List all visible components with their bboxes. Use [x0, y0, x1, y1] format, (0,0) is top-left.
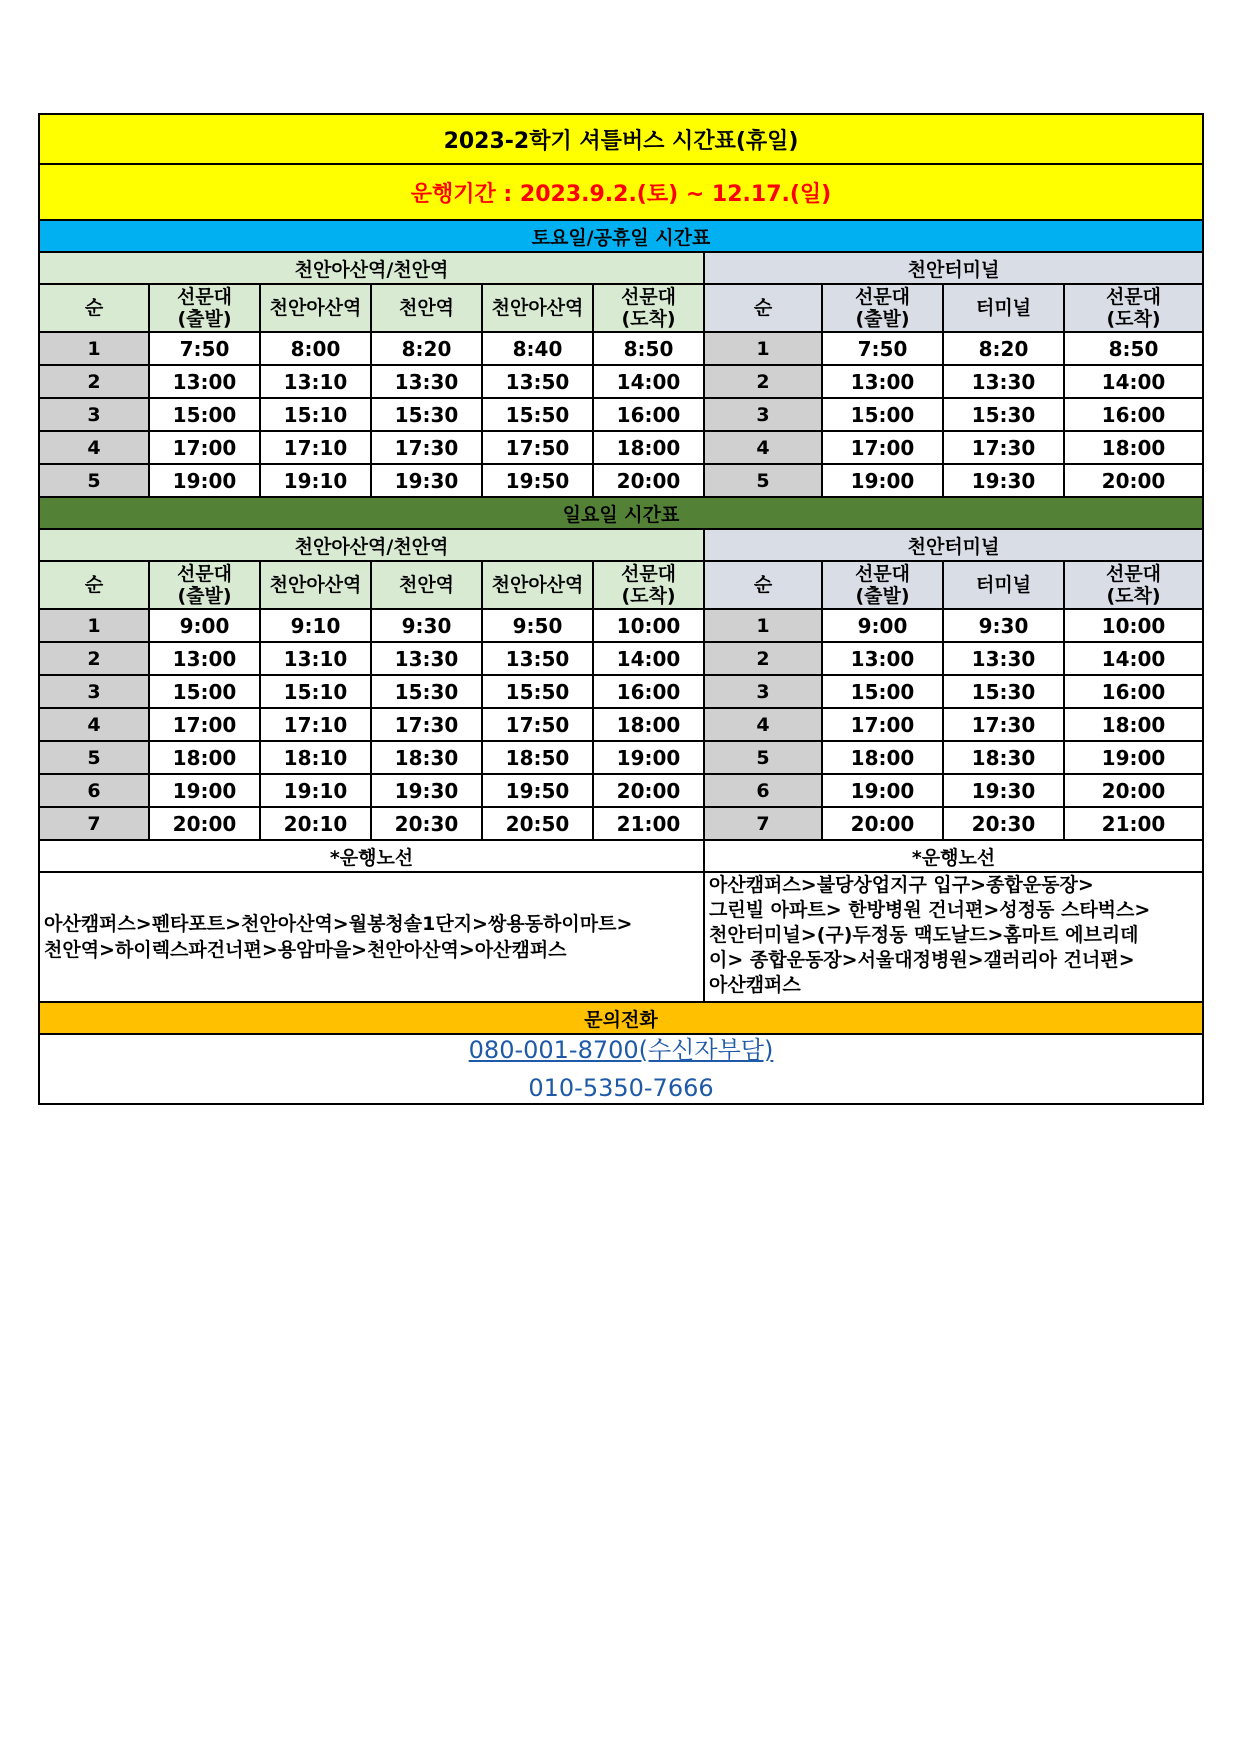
departure-time: 17:10 [260, 708, 371, 741]
saturday-section-title: 토요일/공휴일 시간표 [39, 220, 1203, 252]
route-group-terminal: 천안터미널 [704, 529, 1203, 561]
column-header: 천안역 [371, 284, 482, 332]
departure-time: 13:00 [822, 642, 943, 675]
departure-time: 13:50 [482, 365, 593, 398]
departure-time: 18:00 [593, 708, 704, 741]
sunday-section-title: 일요일 시간표 [39, 497, 1203, 529]
table-row [39, 774, 1203, 807]
departure-time: 17:30 [943, 431, 1064, 464]
departure-time: 20:00 [593, 774, 704, 807]
departure-time: 18:30 [943, 741, 1064, 774]
departure-time: 19:50 [482, 464, 593, 497]
table-row [39, 807, 1203, 840]
departure-time: 9:00 [149, 609, 260, 642]
departure-time: 7:50 [149, 332, 260, 365]
trip-number: 5 [39, 464, 149, 497]
trip-number: 3 [39, 398, 149, 431]
departure-time: 17:00 [822, 431, 943, 464]
departure-time: 20:00 [822, 807, 943, 840]
departure-time: 10:00 [593, 609, 704, 642]
table-row [39, 398, 1203, 431]
departure-time: 18:30 [371, 741, 482, 774]
departure-time: 13:10 [260, 365, 371, 398]
route-line: 아산캠퍼스>펜타포트>천안아산역>월봉청솔1단지>쌍용동하이마트> [44, 913, 633, 935]
contact-header-row [39, 1002, 1203, 1034]
departure-time: 18:00 [149, 741, 260, 774]
departure-time: 16:00 [593, 398, 704, 431]
route-group-terminal: 천안터미널 [704, 252, 1203, 284]
departure-time: 18:00 [1064, 431, 1203, 464]
departure-time: 19:30 [371, 774, 482, 807]
trip-number: 5 [39, 741, 149, 774]
trip-number: 1 [39, 332, 149, 365]
table-row [39, 741, 1203, 774]
route-line: 천안터미널>(구)두정동 맥도날드>홈마트 에브리데 [709, 924, 1139, 946]
phone-mobile: 010-5350-7666 [528, 1074, 714, 1102]
departure-time: 13:50 [482, 642, 593, 675]
column-header: 순 [39, 284, 149, 332]
column-header: 천안역 [371, 561, 482, 609]
departure-time: 16:00 [1064, 398, 1203, 431]
departure-time: 10:00 [1064, 609, 1203, 642]
departure-time: 17:30 [371, 708, 482, 741]
trip-number: 4 [704, 708, 822, 741]
departure-time: 20:00 [1064, 464, 1203, 497]
table-row [39, 609, 1203, 642]
departure-time: 19:00 [149, 464, 260, 497]
departure-time: 13:30 [371, 642, 482, 675]
departure-time: 9:30 [371, 609, 482, 642]
departure-time: 15:00 [149, 675, 260, 708]
departure-time: 15:50 [482, 675, 593, 708]
departure-time: 17:00 [822, 708, 943, 741]
departure-time: 19:00 [149, 774, 260, 807]
route-group-asan-station: 천안아산역/천안역 [39, 529, 704, 561]
column-header: 터미널 [943, 561, 1064, 609]
departure-time: 9:00 [822, 609, 943, 642]
departure-time: 9:30 [943, 609, 1064, 642]
column-header: 순 [704, 284, 822, 332]
departure-time: 20:00 [1064, 774, 1203, 807]
departure-time: 13:00 [822, 365, 943, 398]
trip-number: 2 [39, 642, 149, 675]
departure-time: 17:10 [260, 431, 371, 464]
departure-time: 8:00 [260, 332, 371, 365]
saturday-section-row [39, 220, 1203, 252]
route-header-left: *운행노선 [39, 840, 704, 872]
page-title: 2023-2학기 셔틀버스 시간표(휴일) [39, 114, 1203, 164]
table-row [39, 708, 1203, 741]
departure-time: 19:10 [260, 774, 371, 807]
departure-time: 15:30 [943, 675, 1064, 708]
departure-time: 9:50 [482, 609, 593, 642]
route-header-row [39, 840, 1203, 872]
departure-time: 19:00 [1064, 741, 1203, 774]
sunday-section-row [39, 497, 1203, 529]
departure-time: 14:00 [593, 642, 704, 675]
departure-time: 9:10 [260, 609, 371, 642]
route-description-terminal [704, 872, 1203, 1002]
column-header: 선문대 (도착) [1064, 284, 1203, 332]
trip-number: 1 [39, 609, 149, 642]
saturday-header-row [39, 284, 1203, 332]
departure-time: 13:00 [149, 365, 260, 398]
column-header: 선문대 (출발) [149, 561, 260, 609]
trip-number: 2 [39, 365, 149, 398]
departure-time: 18:00 [593, 431, 704, 464]
departure-time: 16:00 [1064, 675, 1203, 708]
departure-time: 18:10 [260, 741, 371, 774]
trip-number: 7 [704, 807, 822, 840]
departure-time: 19:30 [943, 774, 1064, 807]
shuttle-timetable [38, 113, 1204, 1105]
departure-time: 15:30 [371, 675, 482, 708]
departure-time: 8:20 [943, 332, 1064, 365]
route-group-asan-station: 천안아산역/천안역 [39, 252, 704, 284]
trip-number: 2 [704, 365, 822, 398]
route-description-asan-station [39, 872, 704, 1002]
column-header: 선문대 (출발) [822, 561, 943, 609]
departure-time: 19:30 [371, 464, 482, 497]
contact-header: 문의전화 [39, 1002, 1203, 1034]
table-row [39, 642, 1203, 675]
departure-time: 20:00 [149, 807, 260, 840]
route-line: 아산캠퍼스 [709, 974, 801, 996]
departure-time: 15:10 [260, 675, 371, 708]
departure-time: 17:30 [371, 431, 482, 464]
column-header: 천안아산역 [260, 284, 371, 332]
column-header: 터미널 [943, 284, 1064, 332]
route-body-row [39, 872, 1203, 1002]
trip-number: 4 [39, 431, 149, 464]
departure-time: 19:00 [593, 741, 704, 774]
trip-number: 4 [704, 431, 822, 464]
trip-number: 1 [704, 332, 822, 365]
saturday-group-row [39, 252, 1203, 284]
column-header: 선문대 (출발) [822, 284, 943, 332]
departure-time: 19:00 [822, 774, 943, 807]
column-header: 천안아산역 [260, 561, 371, 609]
departure-time: 13:10 [260, 642, 371, 675]
departure-time: 18:00 [822, 741, 943, 774]
column-header: 순 [39, 561, 149, 609]
sunday-group-row [39, 529, 1203, 561]
trip-number: 7 [39, 807, 149, 840]
departure-time: 13:30 [943, 365, 1064, 398]
column-header: 선문대 (도착) [593, 284, 704, 332]
column-header: 순 [704, 561, 822, 609]
departure-time: 15:00 [822, 398, 943, 431]
departure-time: 14:00 [1064, 642, 1203, 675]
trip-number: 1 [704, 609, 822, 642]
trip-number: 2 [704, 642, 822, 675]
departure-time: 20:50 [482, 807, 593, 840]
departure-time: 17:50 [482, 708, 593, 741]
departure-time: 21:00 [593, 807, 704, 840]
trip-number: 3 [704, 675, 822, 708]
service-period: 운행기간 : 2023.9.2.(토) ~ 12.17.(일) [39, 164, 1203, 220]
departure-time: 19:30 [943, 464, 1064, 497]
departure-time: 17:00 [149, 431, 260, 464]
departure-time: 16:00 [593, 675, 704, 708]
departure-time: 20:00 [593, 464, 704, 497]
column-header: 천안아산역 [482, 284, 593, 332]
departure-time: 20:30 [943, 807, 1064, 840]
trip-number: 6 [39, 774, 149, 807]
departure-time: 14:00 [593, 365, 704, 398]
departure-time: 8:50 [1064, 332, 1203, 365]
departure-time: 15:00 [149, 398, 260, 431]
trip-number: 4 [39, 708, 149, 741]
table-row [39, 332, 1203, 365]
departure-time: 20:30 [371, 807, 482, 840]
departure-time: 13:30 [943, 642, 1064, 675]
departure-time: 8:40 [482, 332, 593, 365]
departure-time: 19:50 [482, 774, 593, 807]
route-line: 이> 종합운동장>서울대정병원>갤러리아 건너편> [709, 949, 1135, 971]
departure-time: 14:00 [1064, 365, 1203, 398]
departure-time: 20:10 [260, 807, 371, 840]
departure-time: 7:50 [822, 332, 943, 365]
departure-time: 13:30 [371, 365, 482, 398]
departure-time: 19:10 [260, 464, 371, 497]
table-row [39, 464, 1203, 497]
column-header: 선문대 (출발) [149, 284, 260, 332]
column-header: 선문대 (도착) [593, 561, 704, 609]
departure-time: 17:50 [482, 431, 593, 464]
trip-number: 5 [704, 464, 822, 497]
route-line: 천안역>하이렉스파건너편>용암마을>천안아산역>아산캠퍼스 [44, 939, 567, 961]
departure-time: 17:30 [943, 708, 1064, 741]
trip-number: 5 [704, 741, 822, 774]
route-line: 아산캠퍼스>불당상업지구 입구>종합운동장> [709, 874, 1094, 896]
departure-time: 13:00 [149, 642, 260, 675]
table-row [39, 365, 1203, 398]
departure-time: 15:10 [260, 398, 371, 431]
contact-row [39, 1034, 1203, 1104]
departure-time: 21:00 [1064, 807, 1203, 840]
table-row [39, 675, 1203, 708]
trip-number: 3 [39, 675, 149, 708]
departure-time: 19:00 [822, 464, 943, 497]
departure-time: 18:00 [1064, 708, 1203, 741]
departure-time: 8:20 [371, 332, 482, 365]
contact-phones [39, 1034, 1203, 1104]
departure-time: 15:50 [482, 398, 593, 431]
phone-link-toll-free[interactable]: 080-001-8700(수신자부담) [468, 1036, 774, 1064]
departure-time: 15:30 [943, 398, 1064, 431]
route-line: 그린빌 아파트> 한방병원 건너편>성정동 스타벅스> [709, 899, 1151, 921]
route-header-right: *운행노선 [704, 840, 1203, 872]
departure-time: 15:00 [822, 675, 943, 708]
departure-time: 18:50 [482, 741, 593, 774]
column-header: 선문대 (도착) [1064, 561, 1203, 609]
trip-number: 3 [704, 398, 822, 431]
departure-time: 15:30 [371, 398, 482, 431]
column-header: 천안아산역 [482, 561, 593, 609]
trip-number: 6 [704, 774, 822, 807]
sunday-header-row [39, 561, 1203, 609]
table-row [39, 431, 1203, 464]
departure-time: 8:50 [593, 332, 704, 365]
departure-time: 17:00 [149, 708, 260, 741]
